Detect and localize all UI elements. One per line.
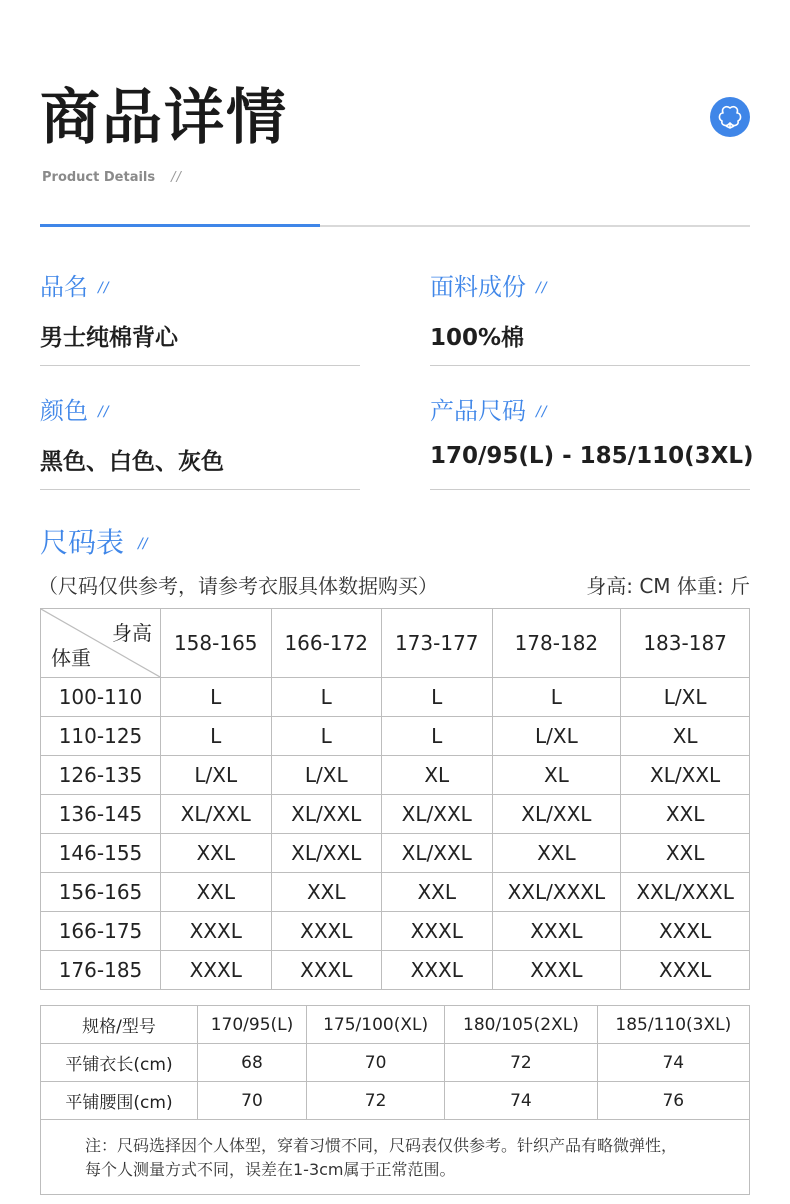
- color-label: 颜色: [40, 397, 88, 425]
- size-cell: L: [161, 717, 272, 756]
- size-cell: XXXL: [621, 951, 750, 990]
- size-divider: [430, 489, 750, 490]
- table-row: [41, 795, 750, 834]
- name-divider: [40, 365, 360, 366]
- spec-value-cell: 76: [597, 1082, 749, 1120]
- size-cell: XXL/XXXL: [621, 873, 750, 912]
- height-column-header: 183-187: [621, 609, 750, 678]
- size-cell: L/XL: [492, 717, 621, 756]
- size-cell: XXXL: [492, 951, 621, 990]
- spec-value-cell: 74: [597, 1044, 749, 1082]
- size-cell: L/XL: [271, 756, 382, 795]
- size-value: 170/95(L) - 185/110(3XL): [430, 443, 754, 469]
- fabric-label-mark: //: [536, 280, 548, 296]
- size-cell: XXL: [382, 873, 493, 912]
- size-chart-note: （尺码仅供参考，请参考衣服具体数据购买）: [38, 574, 438, 598]
- size-cell: L: [161, 678, 272, 717]
- spec-column-header: 185/110(3XL): [597, 1006, 749, 1044]
- size-cell: XXL: [492, 834, 621, 873]
- fabric-value: 100%棉: [430, 325, 525, 351]
- size-cell: L: [271, 678, 382, 717]
- name-value: 男士纯棉背心: [40, 325, 178, 351]
- spec-value-cell: 72: [445, 1044, 597, 1082]
- spec-table: [40, 1005, 750, 1120]
- size-chart-header-row: [41, 609, 750, 678]
- size-chart-corner: [41, 609, 161, 678]
- size-cell: XXXL: [161, 951, 272, 990]
- size-cell: L/XL: [621, 678, 750, 717]
- subtitle-text: Product Details: [42, 170, 156, 185]
- size-cell: XXL: [271, 873, 382, 912]
- table-row: [41, 717, 750, 756]
- size-cell: XL/XXL: [271, 795, 382, 834]
- table-row: [41, 1044, 750, 1082]
- weight-row-header: 100-110: [41, 678, 161, 717]
- table-row: [41, 873, 750, 912]
- size-cell: XXXL: [382, 951, 493, 990]
- size-cell: L: [271, 717, 382, 756]
- table-row: [41, 1082, 750, 1120]
- spec-header-row: [41, 1006, 750, 1044]
- height-column-header: 166-172: [271, 609, 382, 678]
- size-cell: XXXL: [492, 912, 621, 951]
- size-chart-table: [40, 608, 750, 990]
- size-label-mark: //: [536, 404, 548, 420]
- fabric-label: 面料成份: [430, 273, 526, 301]
- table-row: [41, 912, 750, 951]
- size-cell: XL: [382, 756, 493, 795]
- size-cell: XL/XXL: [621, 756, 750, 795]
- size-cell: XXXL: [382, 912, 493, 951]
- size-cell: XXXL: [621, 912, 750, 951]
- table-row: [41, 678, 750, 717]
- corner-weight-label: 体重: [51, 646, 91, 670]
- height-column-header: 178-182: [492, 609, 621, 678]
- size-cell: XL/XXL: [271, 834, 382, 873]
- name-label-mark: //: [98, 280, 110, 296]
- weight-row-header: 136-145: [41, 795, 161, 834]
- info-fabric: [430, 273, 750, 351]
- spec-column-header: 180/105(2XL): [445, 1006, 597, 1044]
- page-subtitle: [42, 170, 182, 185]
- color-value: 黑色、白色、灰色: [40, 449, 224, 475]
- size-cell: L: [492, 678, 621, 717]
- weight-row-header: 176-185: [41, 951, 161, 990]
- size-chart-title: [40, 526, 148, 559]
- footnote-line-2: 每个人测量方式不同，误差在1-3cm属于正常范围。: [85, 1160, 456, 1179]
- size-cell: XL/XXL: [382, 834, 493, 873]
- size-chart-title-mark: //: [138, 536, 148, 552]
- weight-row-header: 146-155: [41, 834, 161, 873]
- size-cell: L: [382, 678, 493, 717]
- weight-row-header: 156-165: [41, 873, 161, 912]
- color-label-mark: //: [98, 404, 110, 420]
- weight-row-header: 126-135: [41, 756, 161, 795]
- size-cell: XXL: [161, 834, 272, 873]
- spec-value-cell: 70: [306, 1044, 444, 1082]
- color-divider: [40, 489, 360, 490]
- size-cell: L: [382, 717, 493, 756]
- size-cell: L/XL: [161, 756, 272, 795]
- size-chart-units: 身高: CM 体重: 斤: [586, 574, 750, 598]
- spec-value-cell: 72: [306, 1082, 444, 1120]
- size-cell: XL: [621, 717, 750, 756]
- size-cell: XXXL: [271, 912, 382, 951]
- size-cell: XXXL: [271, 951, 382, 990]
- size-cell: XXL: [621, 795, 750, 834]
- size-cell: XL/XXL: [492, 795, 621, 834]
- subtitle-mark: //: [171, 170, 182, 185]
- spec-column-header: 175/100(XL): [306, 1006, 444, 1044]
- spec-value-cell: 70: [198, 1082, 307, 1120]
- size-cell: XXXL: [161, 912, 272, 951]
- footnote-line-1: 注：尺码选择因个人体型，穿着习惯不同，尺码表仅供参考。针织产品有略微弹性，: [85, 1136, 678, 1155]
- footnote: [40, 1120, 750, 1195]
- name-label: 品名: [40, 273, 88, 301]
- size-cell: XXL/XXXL: [492, 873, 621, 912]
- spec-row-label: 平铺腰围(cm): [41, 1082, 198, 1120]
- corner-height-label: 身高: [112, 621, 152, 645]
- height-column-header: 173-177: [382, 609, 493, 678]
- fabric-divider: [430, 365, 750, 366]
- size-cell: XL/XXL: [161, 795, 272, 834]
- spec-value-cell: 74: [445, 1082, 597, 1120]
- weight-row-header: 166-175: [41, 912, 161, 951]
- info-color: [40, 397, 360, 475]
- table-row: [41, 834, 750, 873]
- size-cell: XL: [492, 756, 621, 795]
- table-row: [41, 951, 750, 990]
- spec-row-label: 平铺衣长(cm): [41, 1044, 198, 1082]
- size-cell: XXL: [621, 834, 750, 873]
- size-cell: XL/XXL: [382, 795, 493, 834]
- spec-value-cell: 68: [198, 1044, 307, 1082]
- info-name: [40, 273, 360, 351]
- size-chart-title-text: 尺码表: [40, 526, 125, 559]
- weight-row-header: 110-125: [41, 717, 161, 756]
- spec-header-label: 规格/型号: [41, 1006, 198, 1044]
- info-size: [430, 397, 754, 469]
- size-label: 产品尺码: [430, 397, 526, 425]
- spec-column-header: 170/95(L): [198, 1006, 307, 1044]
- cotton-flower-icon: [710, 97, 750, 137]
- height-column-header: 158-165: [161, 609, 272, 678]
- header-divider-accent: [40, 224, 320, 227]
- table-row: [41, 756, 750, 795]
- page-title: 商品详情: [40, 83, 288, 153]
- size-cell: XXL: [161, 873, 272, 912]
